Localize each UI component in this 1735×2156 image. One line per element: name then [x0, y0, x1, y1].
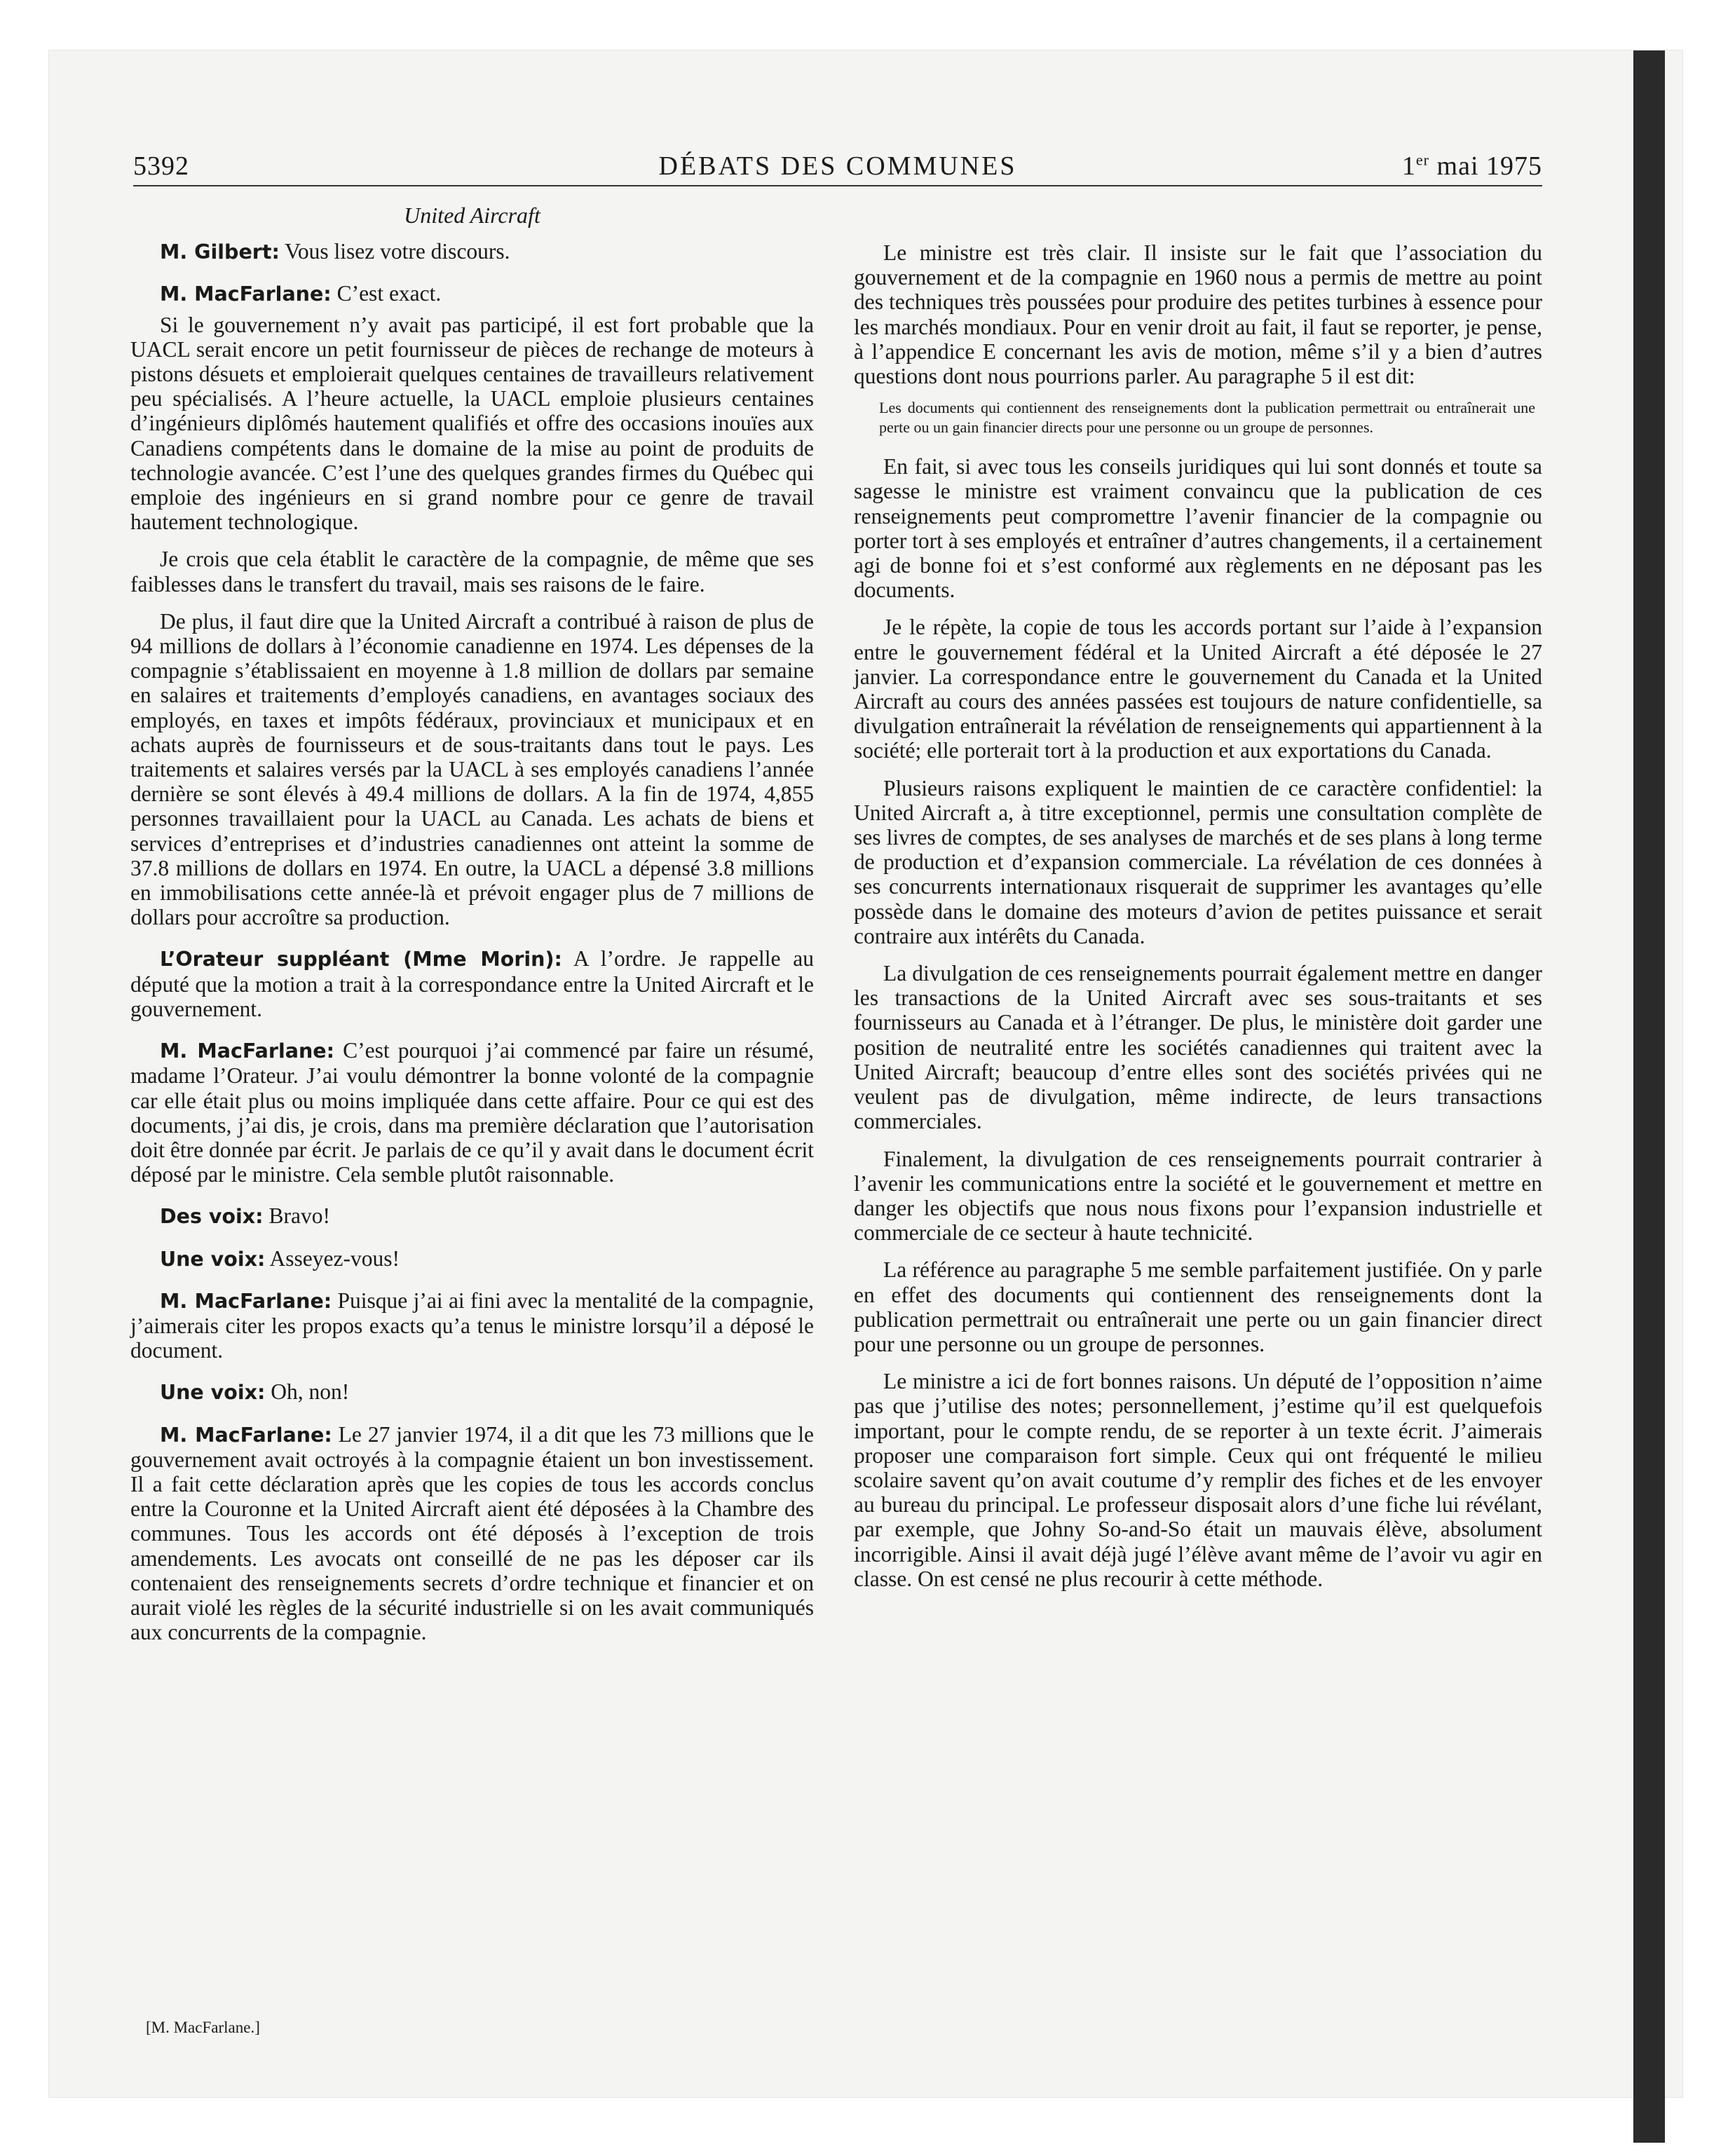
speech-text: Oh, non!	[265, 1379, 350, 1405]
speech-text: Asseyez-vous!	[265, 1246, 400, 1271]
speaker-name: M. MacFarlane:	[160, 1289, 332, 1313]
binding-edge	[1633, 50, 1665, 2143]
speech-text: A l’ordre. Je rappelle au député que la motion a trait à la correspondance entre la United Aircraft et le gouvernement.	[130, 946, 814, 1021]
section-title: United Aircraft	[404, 203, 540, 228]
speaker-name: Des voix:	[160, 1205, 264, 1229]
speaker-name: M. MacFarlane:	[160, 282, 332, 306]
speech-paragraph	[130, 1422, 814, 1645]
speaker-continuation-tag: [M. MacFarlane.]	[146, 2019, 260, 2036]
speech-text: C’est exact.	[331, 281, 442, 306]
quoted-passage	[854, 398, 1542, 437]
speech-paragraph	[130, 946, 814, 1021]
body-paragraph: Plusieurs raisons expliquent le maintien de ce caractère confidentiel: la United Aircraft a, à titre exceptionnel, permis une consultation complète de ses livres de comptes, de ses analyses de marchés et de ses plans à long terme de production et d’expansion commerciale. La révélation de ces données à ses concurrents internationaux risquerait de supprimer les avantages qu’elle possède dans le domaine des moteurs d’avion de petites puissance et serait contraire aux intérêts du Canada.	[854, 775, 1542, 948]
quote-text: Les documents qui contiennent des renseignements dont la publication permettrait ou entraînerait une perte ou un gain financier directs pour une personne ou un groupe de personnes.	[879, 399, 1535, 437]
body-paragraph: Finalement, la divulgation de ces renseignements pourrait contrarier à l’avenir les communications entre la société et le gouvernement et mettre en danger les objectifs que nous nous fixons pour l’expansion industrielle et commerciale de ce secteur à haute technicité.	[854, 1146, 1542, 1246]
speech-text: Puisque j’ai ai fini avec la mentalité de la compagnie, j’aimerais citer les propos exacts qu’a tenus le ministre lorsqu’il a déposé le document.	[130, 1288, 814, 1363]
body-paragraph: De plus, il faut dire que la United Aircraft a contribué à raison de plus de 94 millions de dollars à l’économie canadienne en 1974. Les dépenses de la compagnie s’établissaient en moyenne à 1.8 million de dollars par semaine en salaires et traitements d’employés canadiens, en avantages sociaux des employés, en taxes et impôts fédéraux, provinciaux et municipaux et en achats auprès de fournisseurs et de sous-traitants dans tout le pays. Les traitements et salaires versés par la UACL à ses employés canadiens l’année dernière se sont élevés à 49.4 millions de dollars. A la fin de 1974, 4,855 personnes travaillaient pour la UACL au Canada. Les achats de biens et services d’entreprises et d’industries canadiennes ont atteint la somme de 37.8 millions de dollars en 1974. En outre, la UACL a dépensé 3.8 millions en immobilisations cette année-là et prévoit engager plus de 7 millions de dollars pour accroître sa production.	[130, 608, 814, 930]
body-paragraph: Le ministre a ici de fort bonnes raisons. Un député de l’opposition n’aime pas que j’utilise des notes; personnellement, j’estime qu’il est quelquefois important, pour le compte rendu, de se reporter à un texte écrit. J’aimerais proposer une comparaison fort simple. Ceux qui ont fréquenté le milieu scolaire savent qu’on avait coutume d’y remplir des fiches et de les envoyer au bureau du principal. Le professeur disposait alors d’une fiche lui révélant, par exemple, que Johny So-and-So était un mauvais élève, absolument incorrigible. Ainsi il avait déjà jugé l’élève avant même de l’avoir vu agir en classe. On est censé ne plus recourir à cette méthode.	[854, 1369, 1542, 1591]
body-paragraph: La référence au paragraphe 5 me semble parfaitement justifiée. On y parle en effet des documents qui contiennent des renseignements dont la publication permettrait ou entraînerait une perte ou un gain financier direct pour une personne ou un groupe de personnes.	[854, 1257, 1542, 1356]
journal-title: DÉBATS DES COMMUNES	[658, 151, 1017, 181]
body-paragraph: La divulgation de ces renseignements pourrait également mettre en danger les transactions de la United Aircraft avec ses sous-traitants et ses fournisseurs au Canada et à l’étranger. De plus, le ministère doit garder une position de neutralité entre les sociétés canadiennes qui traitent avec la United Aircraft; beaucoup d’entre elles sont des sociétés privées qui ne veulent pas de divulgation, même indirecte, de leurs transactions commerciales.	[854, 961, 1542, 1134]
right-column	[854, 240, 1542, 1591]
speech-paragraph	[130, 1203, 814, 1229]
speech-text: Bravo!	[263, 1203, 330, 1229]
page-date	[1402, 151, 1542, 182]
body-paragraph: Si le gouvernement n’y avait pas participé, il est fort probable que la UACL serait encore un petit fournisseur de pièces de rechange de moteurs à pistons désuets et emploierait quelques centaines de travailleurs relativement peu spécialisés. A l’heure actuelle, la UACL emploie plusieurs centaines d’ingénieurs diplômés hautement qualifiés et offre des occasions inouïes aux Canadiens compétents dans le domaine de la mise au point de produits de technologie avancée. C’est l’une des quelques grandes firmes du Québec qui emploie des ingénieurs en si grand nombre pour ce genre de travail hautement technologique.	[130, 312, 814, 535]
speech-paragraph	[130, 1288, 814, 1363]
speech-paragraph	[130, 1379, 814, 1405]
speaker-name: M. Gilbert:	[160, 240, 280, 264]
body-paragraph: Le ministre est très clair. Il insiste sur le fait que l’association du gouvernement et de la compagnie en 1960 nous a permis de mettre au point des techniques très poussées pour produire des petites turbines à essence pour les marchés mondiaux. Pour en venir droit au fait, il faut se reporter, je pense, à l’appendice E concernant les avis de motion, même s’il y a bien d’autres questions dont nous pourrions parler. Au paragraphe 5 il est dit:	[854, 240, 1542, 389]
page-header	[133, 151, 1542, 186]
speech-paragraph	[130, 281, 814, 306]
body-paragraph: Je crois que cela établit le caractère de la compagnie, de même que ses faiblesses dans le transfert du travail, mais ses raisons de le faire.	[130, 547, 814, 596]
speaker-name: Une voix:	[160, 1247, 266, 1271]
speech-paragraph	[130, 1038, 814, 1187]
page-number: 5392	[133, 151, 189, 181]
speaker-name: M. MacFarlane:	[160, 1039, 334, 1063]
speech-text: Vous lisez votre discours.	[279, 239, 510, 264]
body-paragraph: Je le répète, la copie de tous les accords portant sur l’aide à l’expansion entre le gouvernement fédéral et la United Aircraft a été déposée le 27 janvier. La correspondance entre le gouvernement du Canada et la United Aircraft au cours des années passées est toujours de nature confidentielle, sa divulgation entraînerait la révélation de renseignements qui appartiennent à la société; elle porterait tort à la production et aux exportations du Canada.	[854, 615, 1542, 763]
speaker-name: M. MacFarlane:	[160, 1423, 332, 1447]
speech-text: C’est pourquoi j’ai commencé par faire un résumé, madame l’Orateur. J’ai voulu démontrer la bonne volonté de la compagnie car elle était plus ou moins impliquée dans cette affaire. Pour ce qui est des documents, j’ai dis, je crois, dans ma première déclaration que l’autorisation doit être donnée par écrit. Je parlais de ce qu’il y avait dans le document écrit déposé par le ministre. Cela semble plutôt raisonnable.	[130, 1038, 814, 1187]
date-rest: mai 1975	[1429, 151, 1542, 181]
speaker-name: Une voix:	[160, 1381, 266, 1405]
body-paragraph: En fait, si avec tous les conseils juridiques qui lui sont donnés et toute sa sagesse le ministre est vraiment convaincu que la publication de ces renseignements peut compromettre l’avenir financier de la compagnie ou porter tort à ses employés et entraîner d’autres changements, il a certainement agi de bonne foi et s’est conformé aux règlements en ne déposant pas les documents.	[854, 454, 1542, 603]
header-rule	[133, 185, 1542, 186]
speaker-name: L’Orateur suppléant (Mme Morin):	[160, 948, 562, 971]
date-superscript: er	[1415, 151, 1430, 169]
date-day: 1	[1401, 151, 1416, 181]
speech-text: Le 27 janvier 1974, il a dit que les 73 millions que le gouvernement avait octroyés à la compagnie étaient un bon investissement. Il a fait cette déclaration après que les copies de tous les accords conclus entre la Couronne et la United Aircraft aient été déposées à la Chambre des communes. Tous les accords ont été déposés à l’exception de trois amendements. Les avocats ont conseillé de ne pas les déposer car ils contenaient des renseignements secrets d’ordre technique et financier et on aurait violé les règles de la sécurité industrielle si on les avait communiqués aux concurrents de la compagnie.	[130, 1421, 814, 1645]
left-column	[130, 203, 814, 1644]
speech-paragraph	[130, 239, 814, 264]
speech-paragraph	[130, 1246, 814, 1271]
